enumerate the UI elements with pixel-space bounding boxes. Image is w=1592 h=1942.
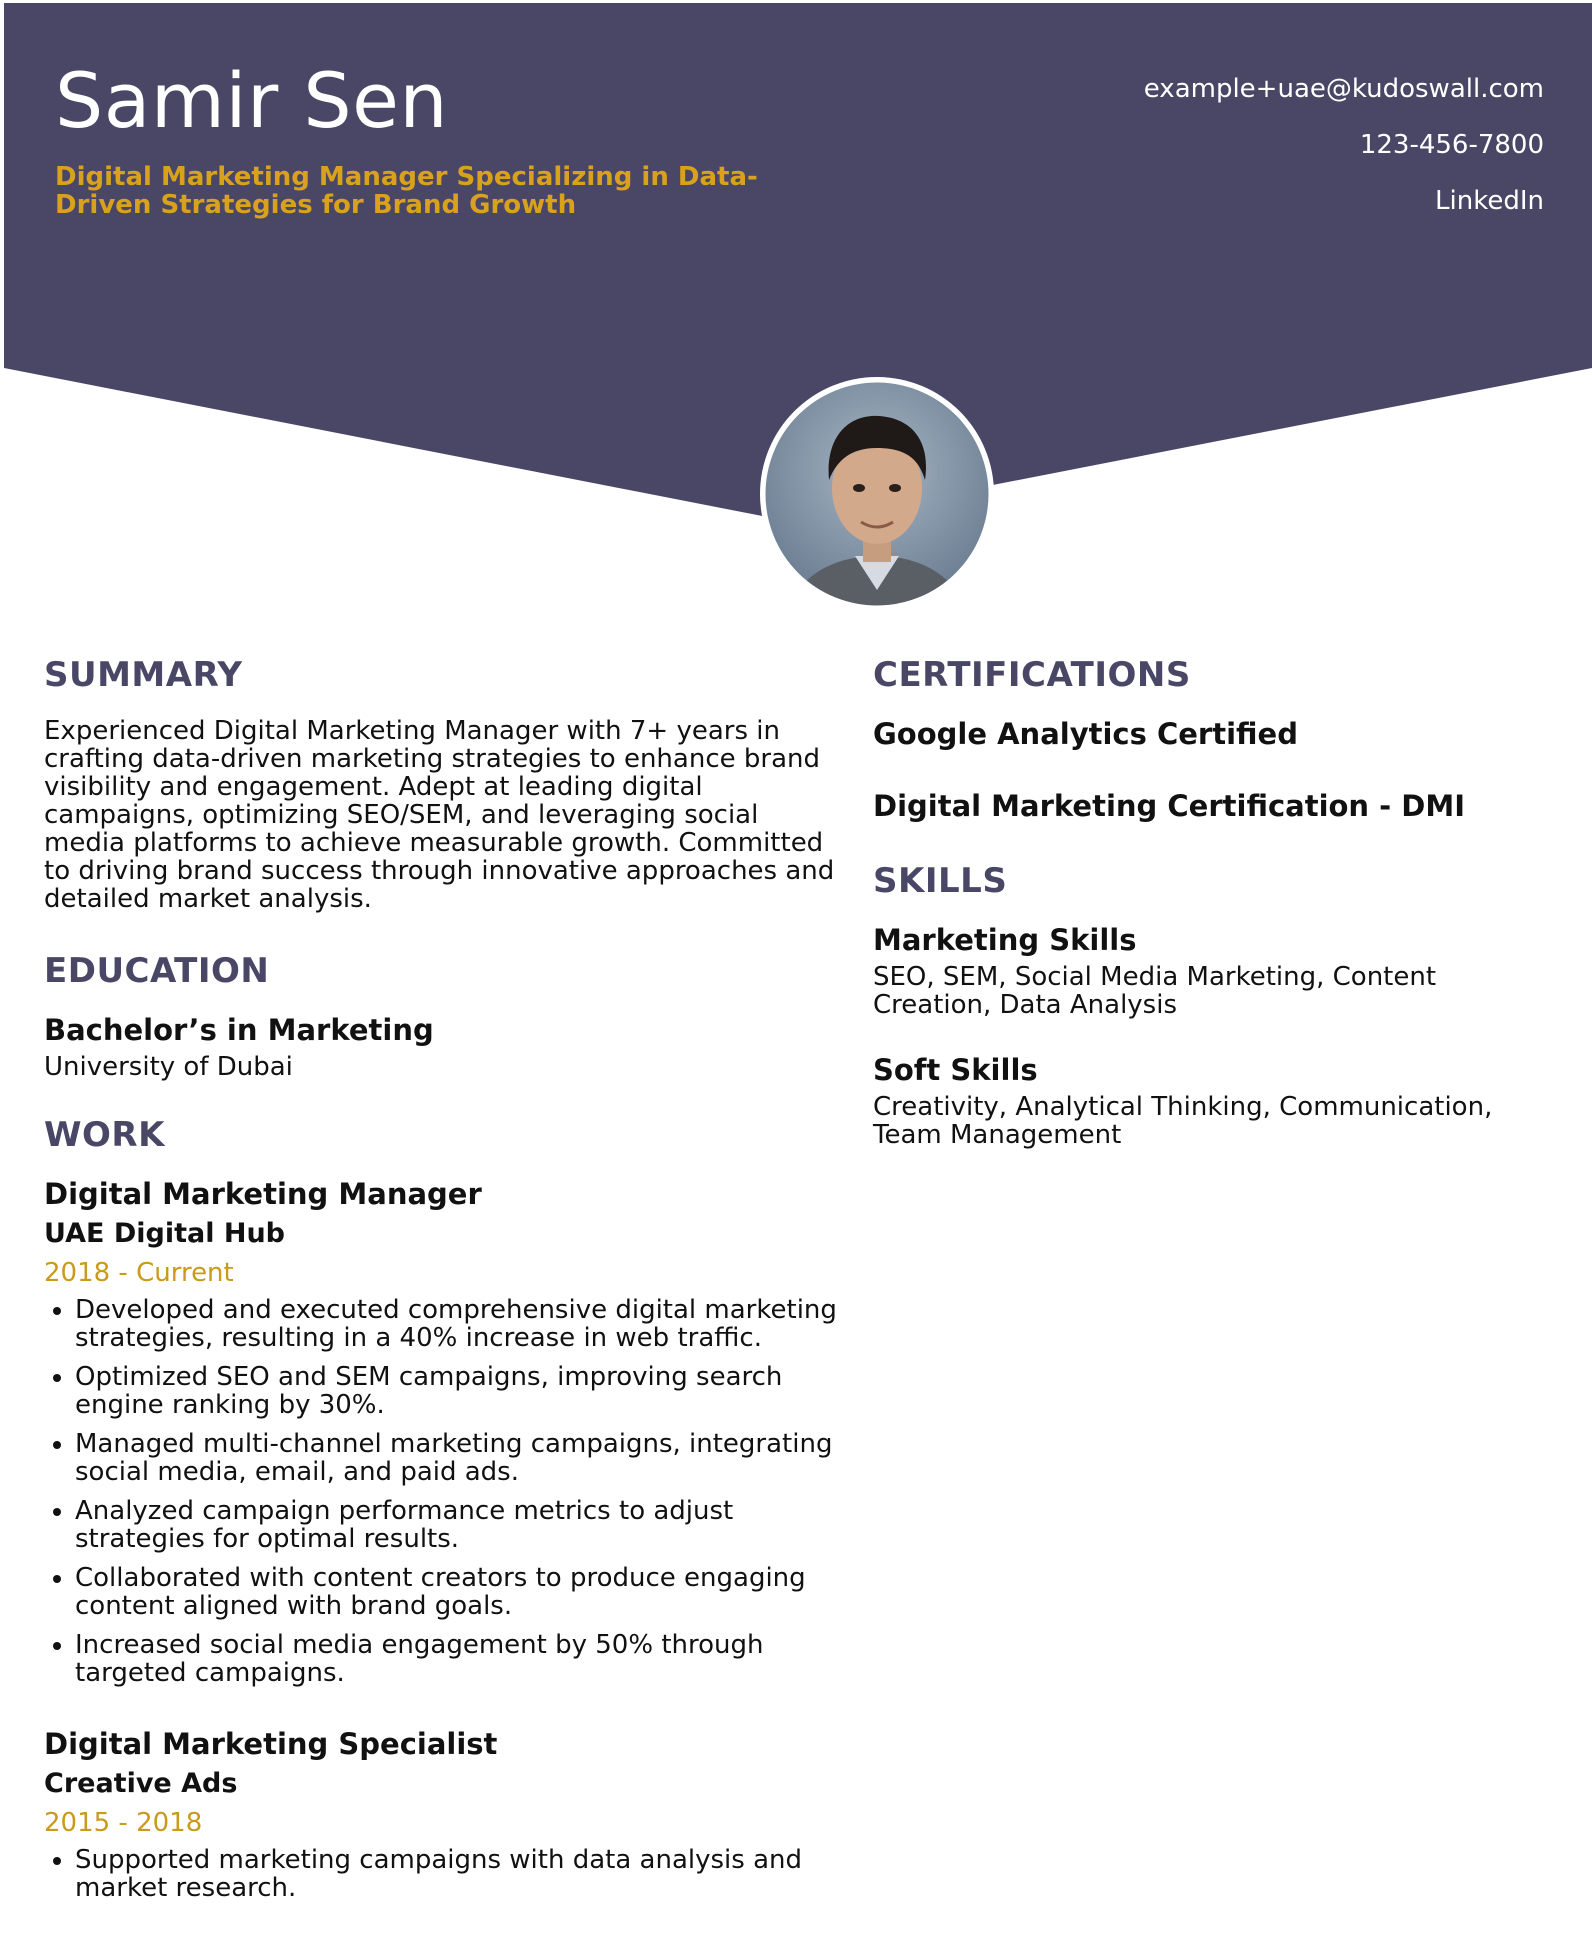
job-bullets (44, 1846, 844, 1902)
contact-phone[interactable]: 123-456-7800 (1359, 130, 1544, 160)
right-column (873, 655, 1553, 1183)
job-company: UAE Digital Hub (44, 1218, 286, 1249)
education-school: University of Dubai (44, 1052, 293, 1082)
job-dates: 2015 - 2018 (44, 1808, 203, 1838)
job-title: Digital Marketing Specialist (44, 1727, 498, 1761)
job-bullet: • Analyzed campaign performance metrics to adjust strategies for optimal results. (75, 1497, 844, 1553)
summary-text: Experienced Digital Marketing Manager with 7+ years in crafting data-driven marketing strategies to enhance brand visibility and engagement. Adept at leading digital campaigns, optimizing SEO/SEM, and leveraging social media platforms to achieve measurable growth. Committed to driving brand success through innovative approaches and detailed market analysis. (44, 716, 835, 914)
job-dates: 2018 - Current (44, 1258, 234, 1288)
profile-photo (759, 376, 995, 612)
job-title: Digital Marketing Manager (44, 1177, 482, 1211)
job-bullet: • Collaborated with content creators to produce engaging content aligned with brand goals. (75, 1564, 844, 1620)
job-bullets (44, 1296, 844, 1687)
summary-heading: SUMMARY (44, 655, 243, 695)
certification-item: Google Analytics Certified (873, 717, 1298, 751)
work-entry (44, 1177, 844, 1687)
job-bullet: • Developed and executed comprehensive digital marketing strategies, resulting in a 40% increase in web traffic. (75, 1296, 844, 1352)
candidate-name: Samir Sen (55, 56, 449, 145)
summary-section (44, 655, 844, 913)
work-section (44, 1115, 844, 1902)
job-company: Creative Ads (44, 1768, 238, 1799)
work-entry (44, 1727, 844, 1902)
candidate-tagline: Digital Marketing Manager Specializing in Data-Driven Strategies for Brand Growth (55, 162, 758, 220)
left-column (44, 655, 844, 1942)
job-bullet: • Managed multi-channel marketing campaigns, integrating social media, email, and paid ads. (75, 1430, 844, 1486)
education-degree: Bachelor’s in Marketing (44, 1013, 434, 1047)
skills-heading: SKILLS (873, 861, 1008, 901)
job-bullet: • Increased social media engagement by 50% through targeted campaigns. (75, 1631, 844, 1687)
certifications-section (873, 655, 1553, 823)
work-heading: WORK (44, 1115, 165, 1155)
resume-page (4, 3, 1592, 1940)
job-bullet: • Supported marketing campaigns with data analysis and market research. (75, 1846, 844, 1902)
job-bullet: • Optimized SEO and SEM campaigns, improving search engine ranking by 30%. (75, 1363, 844, 1419)
skill-group-list: Creativity, Analytical Thinking, Communication, Team Management (873, 1092, 1493, 1150)
education-section (44, 951, 844, 1081)
skill-group-list: SEO, SEM, Social Media Marketing, Content Creation, Data Analysis (873, 962, 1437, 1020)
certifications-heading: CERTIFICATIONS (873, 655, 1191, 695)
skill-group-name: Soft Skills (873, 1053, 1038, 1087)
contact-email[interactable]: example+uae@kudoswall.com (1143, 74, 1544, 104)
skill-group-name: Marketing Skills (873, 923, 1137, 957)
contact-linkedin-link[interactable]: LinkedIn (1435, 186, 1544, 216)
certification-item: Digital Marketing Certification - DMI (873, 789, 1466, 823)
contact-block (1144, 73, 1544, 241)
skills-section (873, 861, 1553, 1149)
education-heading: EDUCATION (44, 951, 270, 991)
